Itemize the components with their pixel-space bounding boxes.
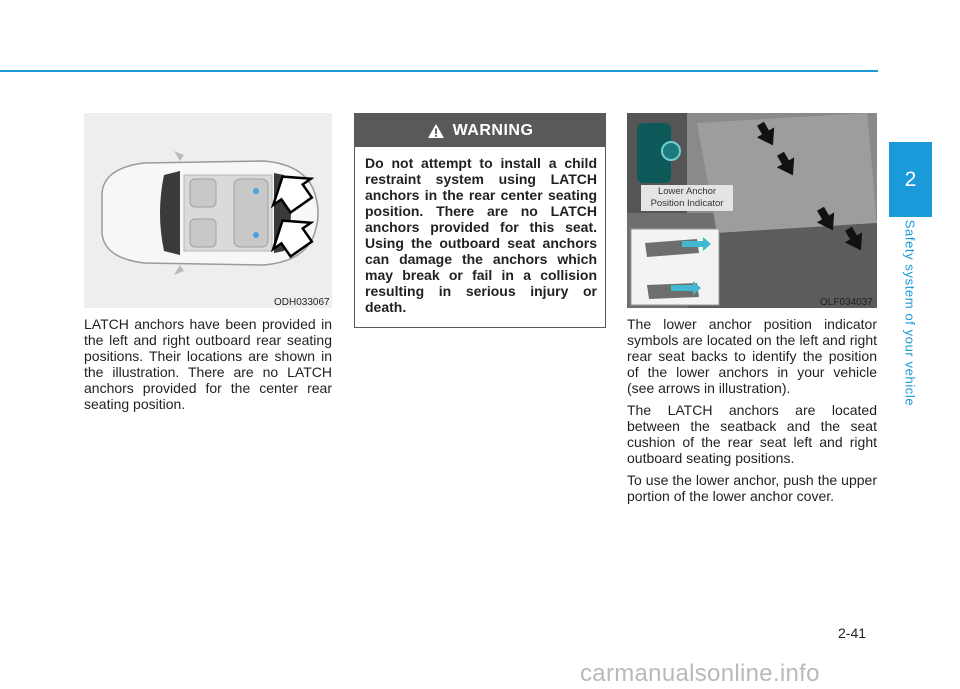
warning-header [355, 114, 605, 147]
rear-seat-figure [627, 113, 877, 308]
warning-box [354, 113, 606, 328]
warning-title: WARNING [452, 121, 534, 139]
footer-watermark: carmanualsonline.info [580, 660, 820, 687]
warning-triangle-icon [427, 123, 445, 139]
header-rule [0, 70, 878, 72]
seat-figure-code: OLF034037 [820, 297, 873, 308]
chapter-number: 2 [904, 168, 917, 191]
indicator-paragraph: The lower anchor position indicator symbols are located on the left and right rear seat backs to identify the position of the lower anchors in your vehicle (see arrows in illustration). [627, 316, 877, 396]
page-number: 2-41 [838, 625, 867, 641]
latch-intro-paragraph: LATCH anchors have been provided in the left and right outboard rear seating positions. Their locations are shown in the illustration. There are no LATCH anchors provided for the center rear seating position. [84, 316, 332, 412]
car-overhead-figure [84, 113, 332, 308]
chapter-tab [889, 142, 932, 217]
location-paragraph: The LATCH anchors are located between the seatback and the seat cushion of the rear seat left and right outboard seating positions. [627, 402, 877, 466]
warning-text: Do not attempt to install a child restraint system using LATCH anchors in the rear center seating position. There are no LATCH anchors provided for this seat. Using the outboard seat anchors can damage the anchors which may break or fail in a collision resulting in serious injury or death. [365, 155, 597, 315]
usage-paragraph: To use the lower anchor, push the upper portion of the lower anchor cover. [627, 472, 877, 504]
lower-anchor-callout: Lower Anchor Position Indicator [641, 185, 733, 211]
right-column-text [627, 316, 877, 510]
chapter-title [884, 220, 936, 406]
left-column-text [84, 316, 332, 418]
car-overhead-illustration [84, 113, 332, 308]
car-figure-code: ODH033067 [274, 297, 330, 308]
chapter-title-text: Safety system of your vehicle [902, 219, 918, 407]
